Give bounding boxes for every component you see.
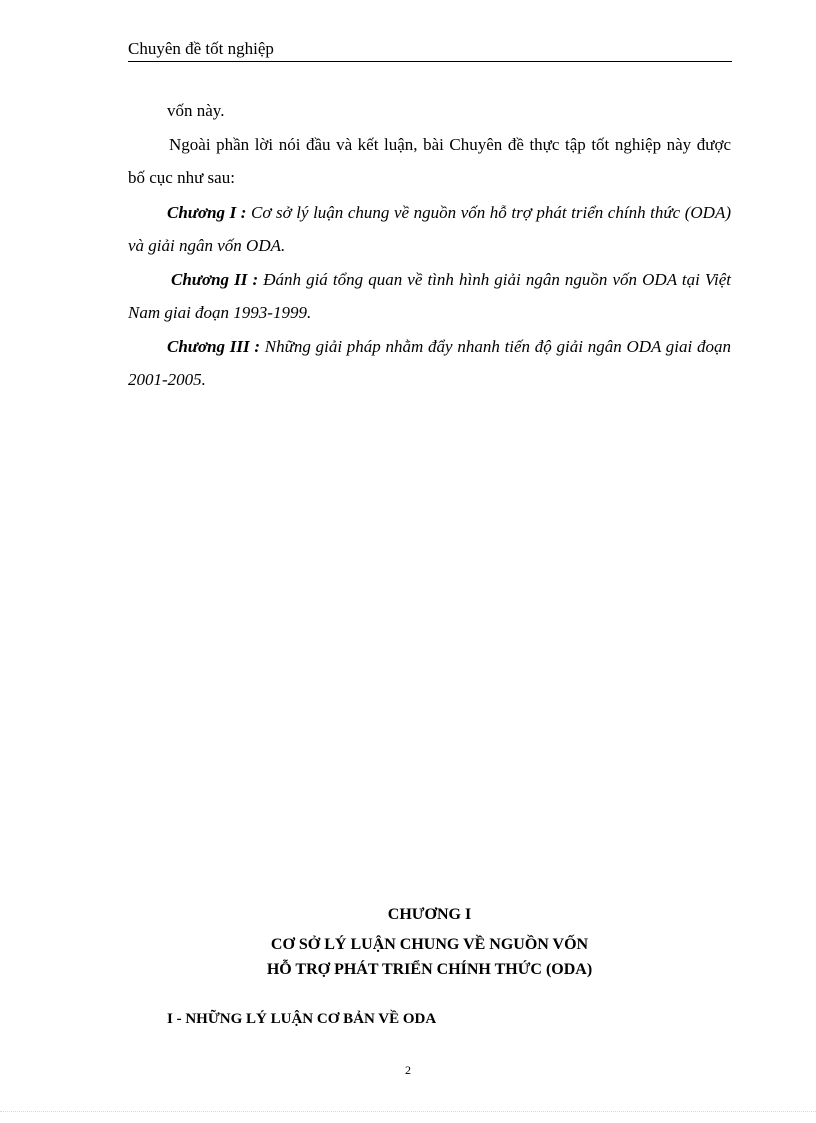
- chapter-one-summary: [128, 196, 731, 262]
- chapter-number-heading: CHƯƠNG I: [387, 906, 472, 923]
- chapter-two-summary: [128, 263, 731, 329]
- chapter-title-line-two: HỖ TRỢ PHÁT TRIỂN CHÍNH THỨC (ODA): [266, 961, 593, 978]
- chapter-three-text: Những giải pháp nhằm đẩy nhanh tiến độ giải ngân ODA giai đoạn 2001-2005.: [128, 337, 731, 389]
- intro-paragraph: Ngoài phần lời nói đầu và kết luận, bài Chuyên đề thực tập tốt nghiệp này được bố cục như sau:: [128, 135, 731, 187]
- chapter-two-label: Chương II :: [171, 270, 259, 289]
- chapter-two-text: Đánh giá tổng quan về tình hình giải ngân nguồn vốn ODA tại Việt Nam giai đoạn 1993-1999.: [128, 270, 732, 322]
- chapter-three-label: Chương III :: [167, 337, 261, 356]
- continuation-paragraph: vốn này.: [167, 101, 225, 120]
- page-header: [128, 38, 732, 62]
- chapter-one-label: Chương I :: [167, 203, 247, 222]
- chapter-three-summary: [128, 330, 731, 396]
- chapter-title-line-one: CƠ SỞ LÝ LUẬN CHUNG VỀ NGUỒN VỐN: [270, 936, 589, 953]
- chapter-one-text: Cơ sở lý luận chung về nguồn vốn hỗ trợ phát triển chính thức (ODA) và giải ngân vốn ODA.: [128, 203, 731, 255]
- page-bottom-divider: [0, 1111, 816, 1112]
- page-number: 2: [405, 1063, 411, 1077]
- header-title: Chuyên đề tốt nghiệp: [128, 39, 274, 58]
- section-heading: I - NHỮNG LÝ LUẬN CƠ BẢN VỀ ODA: [167, 1011, 437, 1027]
